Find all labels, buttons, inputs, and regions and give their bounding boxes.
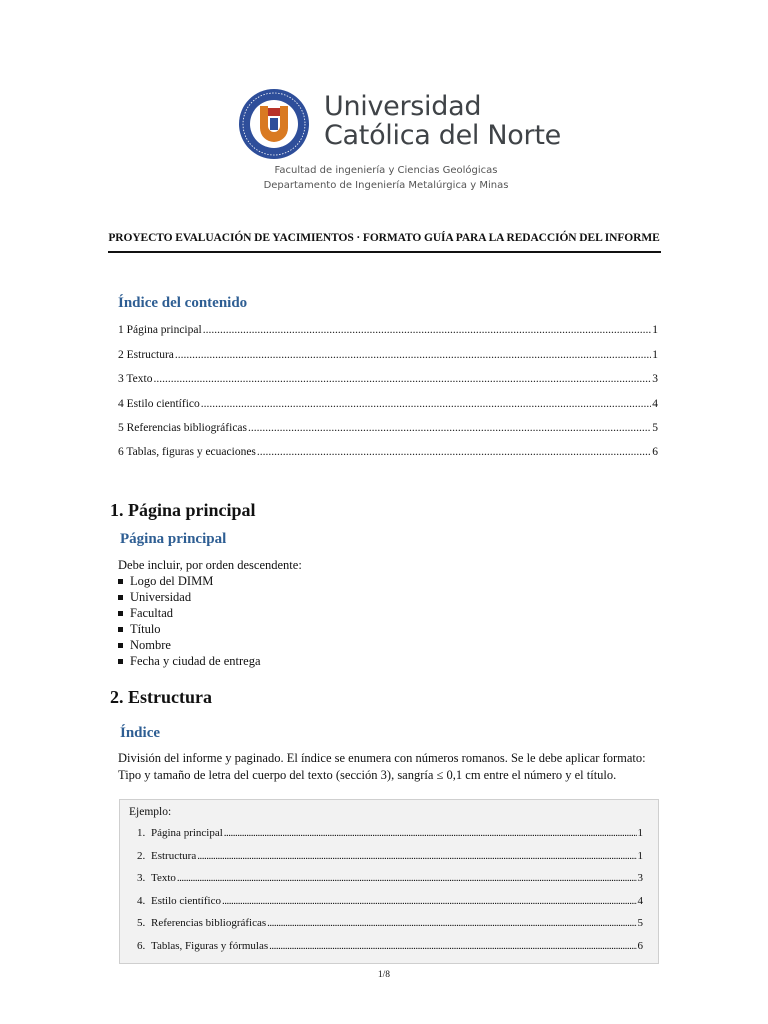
bullet-square-icon [118, 611, 123, 616]
section-1-intro: Debe incluir, por orden descendente: [118, 558, 302, 572]
university-name-line1: Universidad [324, 91, 482, 122]
university-header [238, 88, 568, 160]
list-item: Facultad [118, 605, 261, 621]
list-item: Logo del DIMM [118, 573, 261, 589]
university-name [324, 92, 561, 150]
section-1-bullet-list [118, 573, 261, 669]
faculty-name: Facultad de ingeniería y Ciencias Geológicas [274, 165, 498, 176]
section-1-title: 1. Página principal [110, 500, 256, 520]
toc-item-label: 3 Texto [118, 373, 153, 385]
toc-item-page: 4 [652, 398, 658, 410]
bullet-square-icon [118, 595, 123, 600]
toc-item[interactable] [118, 349, 658, 365]
page-number: 1/8 [377, 970, 391, 980]
toc-item-page: 6 [652, 446, 658, 458]
document-title: PROYECTO EVALUACIÓN DE YACIMIENTOS · FORMATO GUÍA PARA LA REDACCIÓN DEL INFORME [108, 232, 660, 244]
section-2-subheading: Índice [120, 725, 161, 741]
list-item: Título [118, 621, 261, 637]
toc-item-label: 5 Referencias bibliográficas [118, 422, 247, 434]
list-item: Nombre [118, 637, 261, 653]
toc-item-page: 1 [652, 324, 658, 336]
example-toc-item: 6. Tablas, Figuras y fórmulas ..... 6 [137, 940, 643, 955]
list-item: Universidad [118, 589, 261, 605]
toc-item[interactable] [118, 373, 658, 389]
university-name-line2: Católica del Norte [324, 120, 561, 151]
toc-item-label: 2 Estructura [118, 349, 174, 361]
toc-item-page: 5 [652, 422, 658, 434]
example-toc-item: 3. Texto ..... 3 [137, 872, 643, 887]
section-2-title: 2. Estructura [110, 687, 212, 707]
toc-item-label: 4 Estilo científico [118, 398, 200, 410]
toc-item[interactable] [118, 324, 658, 340]
toc-item[interactable] [118, 398, 658, 414]
bullet-square-icon [118, 579, 123, 584]
bullet-square-icon [118, 659, 123, 664]
university-logo [238, 88, 310, 160]
section-1-subheading: Página principal [120, 531, 227, 547]
toc-heading: Índice del contenido [118, 295, 248, 311]
toc-item-label: 1 Página principal [118, 324, 202, 336]
example-box [119, 799, 659, 964]
example-toc-item: 1. Página principal ..... 1 [137, 827, 643, 842]
toc-item[interactable] [118, 422, 658, 438]
example-toc-item: 5. Referencias bibliográficas ..... 5 [137, 917, 643, 932]
toc-item[interactable] [118, 446, 658, 462]
example-toc-item: 2. Estructura ..... 1 [137, 850, 643, 865]
department-name: Departamento de Ingeniería Metalúrgica y Minas [263, 180, 509, 191]
title-divider [108, 251, 661, 253]
toc-item-page: 3 [652, 373, 658, 385]
section-2-paragraph: División del informe y paginado. El índice se enumera con números romanos. Se le debe aplicar formato: Tipo y tamaño de letra del cuerpo del texto (sección 3), sangría ≤ 0,1 cm entre el número y el título. [118, 751, 646, 782]
list-item: Fecha y ciudad de entrega [118, 653, 261, 669]
example-label: Ejemplo: [129, 806, 172, 818]
bullet-square-icon [118, 643, 123, 648]
example-toc-item: 4. Estilo científico ..... 4 [137, 895, 643, 910]
bullet-square-icon [118, 627, 123, 632]
toc-item-page: 1 [652, 349, 658, 361]
toc-item-label: 6 Tablas, figuras y ecuaciones [118, 446, 256, 458]
